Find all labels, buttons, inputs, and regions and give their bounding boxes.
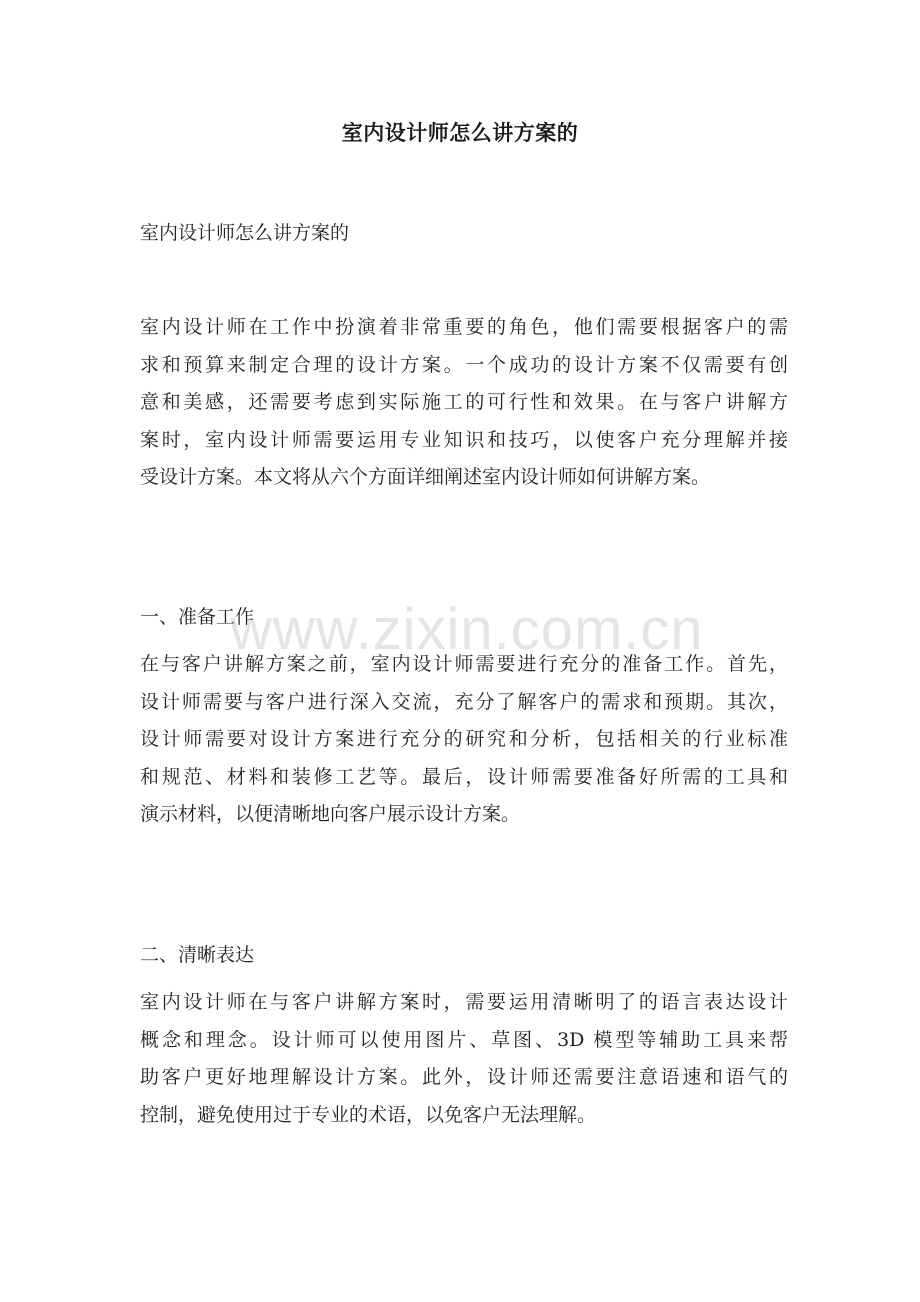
document-title: 室内设计师怎么讲方案的 <box>341 120 579 145</box>
paragraph-line: 演示材料，以便清晰地向客户展示设计方案。 <box>140 803 521 825</box>
paragraph-line: 在与客户讲解方案之前，室内设计师需要进行充分的准备工作。首先， <box>140 653 788 675</box>
paragraph-line: 室内设计师在工作中扮演着非常重要的角色，他们需要根据客户的需 <box>140 316 788 338</box>
paragraph-line: 意和美感，还需要考虑到实际施工的可行性和效果。在与客户讲解方 <box>140 391 788 413</box>
paragraph-line: 案时，室内设计师需要运用专业知识和技巧，以使客户充分理解并接 <box>140 428 788 451</box>
paragraph-line: 和规范、材料和装修工艺等。最后，设计师需要准备好所需的工具和 <box>140 765 788 788</box>
paragraph-line: 设计师需要与客户进行深入交流，充分了解客户的需求和预期。其次， <box>140 690 788 713</box>
intro-paragraph <box>140 309 788 497</box>
paragraph-line: 助客户更好地理解设计方案。此外，设计师还需要注意语速和语气的 <box>140 1066 788 1088</box>
paragraph-line: 设计师需要对设计方案进行充分的研究和分析，包括相关的行业标准 <box>140 728 788 750</box>
paragraph-line: 求和预算来制定合理的设计方案。一个成功的设计方案不仅需要有创 <box>140 353 788 376</box>
paragraph-line: 受设计方案。本文将从六个方面详细阐述室内设计师如何讲解方案。 <box>140 466 711 488</box>
section-paragraph-clear-expression <box>140 984 788 1134</box>
watermark: www.zixin.com.cn <box>230 597 704 662</box>
paragraph-line: 室内设计师在与客户讲解方案时，需要运用清晰明了的语言表达设计 <box>140 991 788 1013</box>
paragraph-line: 概念和理念。设计师可以使用图片、草图、3D 模型等辅助工具来帮 <box>140 1028 788 1051</box>
document-subtitle: 室内设计师怎么讲方案的 <box>140 222 350 244</box>
section-paragraph-preparation <box>140 646 788 834</box>
section-heading-clear-expression: 二、清晰表达 <box>140 944 255 966</box>
section-heading-preparation: 一、准备工作 <box>140 606 255 628</box>
paragraph-line: 控制，避免使用过于专业的术语，以免客户无法理解。 <box>140 1103 597 1126</box>
